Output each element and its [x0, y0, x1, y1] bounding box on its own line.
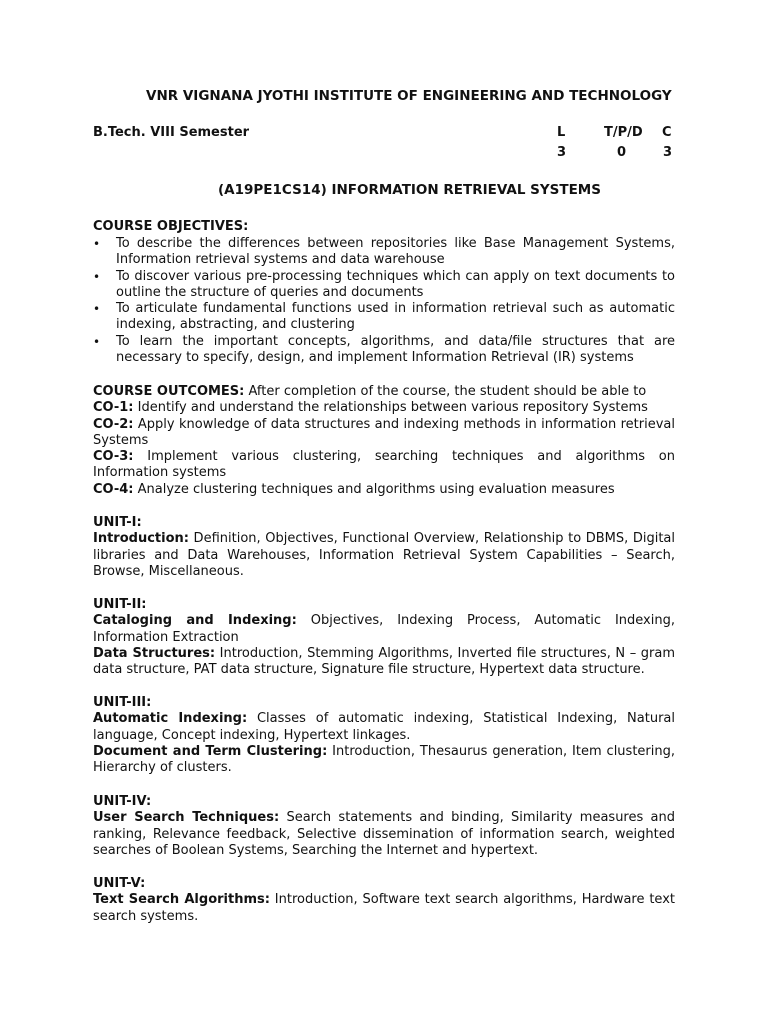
unit-paragraph: User Search Techniques: Search statements and binding, Similarity measures and ranking, Relevance feedback, Selective dissemination of information search, weighted searches of Boolean Systems, Searching the Internet and hypertext.	[93, 810, 676, 858]
unit-heading: UNIT-II:	[93, 597, 147, 612]
col-l-label: L	[557, 125, 566, 140]
unit-heading: UNIT-III:	[93, 695, 152, 710]
outcome-item: CO-4: Analyze clustering techniques and algorithms using evaluation measures	[93, 481, 615, 497]
unit-heading: UNIT-V:	[93, 876, 146, 891]
unit-paragraph: Document and Term Clustering: Introduction, Thesaurus generation, Item clustering, Hierarchy of clusters.	[93, 743, 675, 776]
outcomes-section	[93, 384, 675, 498]
unit-5	[93, 876, 675, 925]
unit-heading: UNIT-IV:	[93, 794, 152, 809]
bullet-icon: •	[93, 237, 101, 251]
list-item: • To describe the differences between repositories like Base Management Systems, Information retrieval systems and data warehouse	[93, 236, 675, 268]
unit-paragraph: Cataloging and Indexing: Objectives, Indexing Process, Automatic Indexing, Information Extraction	[93, 613, 675, 645]
outcome-item: CO-1: Identify and understand the relationships between various repository Systems	[93, 400, 648, 416]
unit-3	[93, 695, 675, 776]
list-item: • To articulate fundamental functions used in information retrieval such as automatic indexing, abstracting, and clustering	[93, 301, 675, 333]
unit-1	[93, 515, 675, 580]
unit-paragraph: Introduction: Definition, Objectives, Functional Overview, Relationship to DBMS, Digital libraries and Data Warehouses, Information Retrieval System Capabilities – Search, Browse, Miscellaneous.	[93, 531, 675, 579]
unit-paragraph: Data Structures: Introduction, Stemming Algorithms, Inverted file structures, N – gram data structure, PAT data structure, Signature file structure, Hypertext data structure.	[93, 645, 675, 678]
unit-4	[93, 794, 675, 859]
outcomes-intro: COURSE OUTCOMES: After completion of the course, the student should be able to	[93, 384, 647, 399]
col-tpd-label: T/P/D	[604, 125, 643, 140]
outcome-item: CO-3: Implement various clustering, searching techniques and algorithms on Information systems	[93, 449, 675, 481]
bullet-icon: •	[93, 269, 101, 284]
objectives-list	[93, 236, 675, 366]
course-title: (A19PE1CS14) INFORMATION RETRIEVAL SYSTEMS	[218, 182, 601, 198]
col-l-value: 3	[557, 145, 567, 160]
institute-title: VNR VIGNANA JYOTHI INSTITUTE OF ENGINEERING AND TECHNOLOGY	[146, 88, 672, 104]
unit-heading: UNIT-I:	[93, 515, 142, 530]
col-c-label: C	[662, 125, 672, 140]
col-tpd-value: 0	[617, 145, 627, 160]
bullet-icon: •	[93, 334, 101, 349]
outcome-item: CO-2: Apply knowledge of data structures and indexing methods in information retrieval Systems	[93, 416, 675, 448]
list-item: • To learn the important concepts, algorithms, and data/file structures that are necessary to specify, design, and implement Information Retrieval (IR) systems	[93, 333, 675, 366]
unit-paragraph: Automatic Indexing: Classes of automatic indexing, Statistical Indexing, Natural language, Concept indexing, Hypertext linkages.	[93, 711, 675, 743]
unit-2	[93, 597, 675, 678]
unit-paragraph: Text Search Algorithms: Introduction, Software text search algorithms, Hardware text search systems.	[93, 892, 675, 924]
semester-label: B.Tech. VIII Semester	[93, 125, 250, 140]
bullet-icon: •	[93, 302, 101, 317]
col-c-value: 3	[663, 145, 673, 160]
outcomes-heading: COURSE OUTCOMES:	[93, 384, 245, 399]
list-item: • To discover various pre-processing techniques which can apply on text documents to outline the structure of queries and documents	[93, 268, 675, 300]
objectives-heading: COURSE OBJECTIVES:	[93, 219, 249, 234]
